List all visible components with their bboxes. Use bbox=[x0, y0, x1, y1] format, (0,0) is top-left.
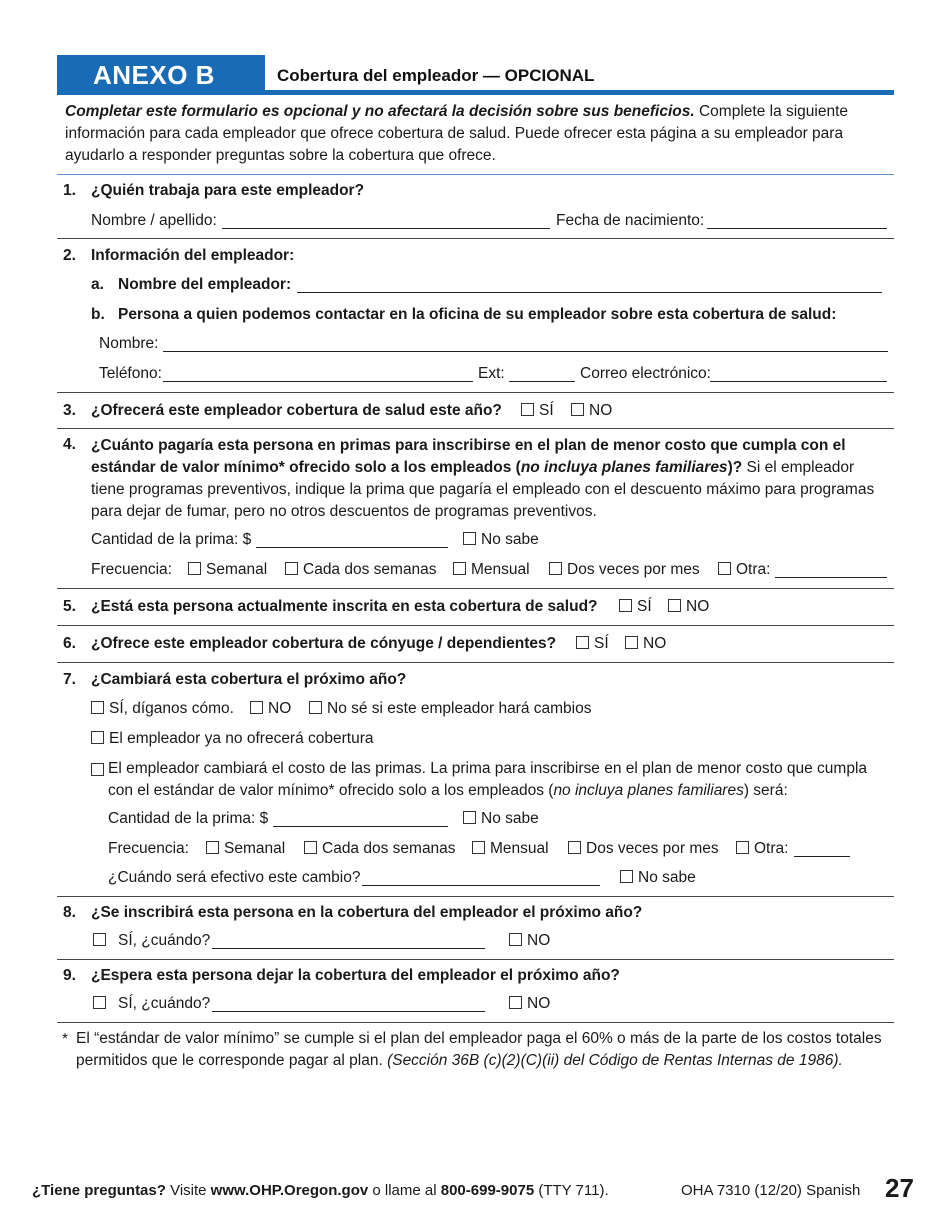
q2b-letter: b. bbox=[91, 306, 105, 323]
checkbox-icon bbox=[285, 562, 298, 575]
q7-when-dont-know-checkbox[interactable]: No sabe bbox=[620, 868, 696, 888]
separator bbox=[57, 588, 894, 589]
q2a-letter: a. bbox=[91, 276, 104, 293]
q2b-label: Persona a quien podemos contactar en la oficina de su empleador sobre esta cobertura de salud: bbox=[118, 306, 837, 323]
q6-question: ¿Ofrece este empleador cobertura de cónyuge / dependientes? bbox=[91, 635, 557, 652]
q7-question: ¿Cambiará esta cobertura el próximo año? bbox=[91, 671, 407, 688]
q7-no-longer-checkbox[interactable]: El empleador ya no ofrecerá cobertura bbox=[91, 729, 374, 749]
q4-biweekly-checkbox[interactable]: Cada dos semanas bbox=[285, 560, 437, 580]
q7-when-field[interactable] bbox=[362, 885, 600, 886]
q7-yes-checkbox[interactable]: SÍ, díganos cómo. bbox=[91, 699, 234, 719]
q3-number: 3. bbox=[63, 402, 76, 419]
q8-question: ¿Se inscribirá esta persona en la cobertura del empleador el próximo año? bbox=[91, 904, 643, 921]
contact-name-field[interactable] bbox=[163, 351, 888, 352]
form-id: OHA 7310 (12/20) Spanish bbox=[681, 1182, 861, 1199]
q7-unsure-checkbox[interactable]: No sé si este empleador hará cambios bbox=[309, 699, 592, 719]
q7-biweekly-checkbox[interactable]: Cada dos semanas bbox=[304, 839, 456, 859]
footnote-text: El “estándar de valor mínimo” se cumple si el plan del empleador paga el 60% o más de la parte de los costos totales permitidos que le corresponde pagar al plan. (Sección 36B (c)(2)(C)(ii) del Código de Rentas Internas de 1986). bbox=[76, 1030, 882, 1069]
q4-question: ¿Cuánto pagaría esta persona en primas para inscribirse en el plan de menor costo que cumpla con el estándar de valor mínimo* ofrecido solo a los empleados (no incluya planes familiares)? Si el empleador tiene programas preventivos, indique la prima que pagaría el empleado con el descuento máximo para programas para dejar de fumar, pero no otros descuentos de programas preventivos. bbox=[91, 437, 875, 520]
q4-premium-label: Cantidad de la prima: $ bbox=[91, 531, 252, 548]
q4-dont-know-checkbox[interactable]: No sabe bbox=[463, 530, 539, 550]
checkbox-icon bbox=[91, 731, 104, 744]
employer-name-field[interactable] bbox=[297, 292, 882, 293]
q6-no-checkbox[interactable]: NO bbox=[625, 634, 666, 654]
contact-email-field[interactable] bbox=[710, 381, 887, 382]
q4-weekly-checkbox[interactable]: Semanal bbox=[188, 560, 267, 580]
checkbox-icon bbox=[206, 841, 219, 854]
checkbox-icon bbox=[620, 870, 633, 883]
contact-phone-field[interactable] bbox=[163, 381, 473, 382]
checkbox-icon bbox=[576, 636, 589, 649]
q4-twice-monthly-checkbox[interactable]: Dos veces por mes bbox=[549, 560, 700, 580]
q7-frequency-label: Frecuencia: bbox=[108, 840, 189, 857]
q3-yes-checkbox[interactable]: SÍ bbox=[521, 401, 554, 421]
checkbox-icon bbox=[571, 403, 584, 416]
separator bbox=[57, 959, 894, 960]
q2-question: Información del empleador: bbox=[91, 247, 295, 264]
page-title: Cobertura del empleador — OPCIONAL bbox=[277, 66, 595, 85]
intro-text: Completar este formulario es opcional y no afectará la decisión sobre sus beneficios. Complete la siguiente información para cada empleador que ofrece cobertura de salud. Puede ofrecer esta página a su empleador para ayudarlo a responder preguntas sobre la cobertura que ofrece. bbox=[65, 103, 849, 164]
annex-label: ANEXO B bbox=[93, 60, 215, 90]
website-link[interactable]: www.OHP.Oregon.gov bbox=[210, 1182, 369, 1199]
checkbox-icon bbox=[463, 811, 476, 824]
checkbox-icon bbox=[93, 933, 106, 946]
checkbox-icon bbox=[625, 636, 638, 649]
q1-dob-field[interactable] bbox=[707, 228, 887, 229]
contact-ext-field[interactable] bbox=[509, 381, 575, 382]
q5-yes-checkbox[interactable]: SÍ bbox=[619, 597, 652, 617]
checkbox-icon bbox=[309, 701, 322, 714]
q2a-label: Nombre del empleador: bbox=[118, 276, 292, 293]
q1-name-field[interactable] bbox=[222, 228, 550, 229]
header-rule bbox=[57, 90, 894, 95]
checkbox-icon bbox=[549, 562, 562, 575]
q8-yes-checkbox[interactable]: SÍ, ¿cuándo? bbox=[93, 931, 210, 951]
q7-premium-field[interactable] bbox=[273, 826, 448, 827]
q7-when-label: ¿Cuándo será efectivo este cambio? bbox=[108, 869, 361, 886]
q1-name-label: Nombre / apellido: bbox=[91, 212, 217, 229]
checkbox-icon bbox=[718, 562, 731, 575]
separator bbox=[57, 896, 894, 897]
q4-number: 4. bbox=[63, 436, 76, 453]
q7-weekly-checkbox[interactable]: Semanal bbox=[206, 839, 285, 859]
footnote-star: * bbox=[62, 1031, 69, 1048]
q6-number: 6. bbox=[63, 635, 76, 652]
q2-number: 2. bbox=[63, 247, 76, 264]
q7-no-checkbox[interactable]: NO bbox=[250, 699, 291, 719]
checkbox-icon bbox=[91, 763, 104, 776]
checkbox-icon bbox=[188, 562, 201, 575]
q7-number: 7. bbox=[63, 671, 76, 688]
contact-ext-label: Ext: bbox=[478, 365, 505, 382]
q8-number: 8. bbox=[63, 904, 76, 921]
contact-name-label: Nombre: bbox=[99, 335, 159, 352]
checkbox-icon bbox=[93, 996, 106, 1009]
intro-rule bbox=[57, 174, 894, 175]
q3-question: ¿Ofrecerá este empleador cobertura de salud este año? bbox=[91, 402, 502, 419]
separator bbox=[57, 625, 894, 626]
q7-other-checkbox[interactable]: Otra: bbox=[736, 839, 788, 859]
checkbox-icon bbox=[91, 701, 104, 714]
checkbox-icon bbox=[509, 933, 522, 946]
page-number: 27 bbox=[885, 1173, 914, 1203]
checkbox-icon bbox=[463, 532, 476, 545]
q7-twice-monthly-checkbox[interactable]: Dos veces por mes bbox=[568, 839, 719, 859]
q7-other-field[interactable] bbox=[794, 856, 850, 857]
q7-monthly-checkbox[interactable]: Mensual bbox=[472, 839, 549, 859]
phone-link[interactable]: 800-699-9075 bbox=[440, 1182, 535, 1199]
q7-change-text: El empleador cambiará el costo de las primas. La prima para inscribirse en el plan de menor costo que cumpla con el estándar de valor mínimo* ofrecido solo a los empleados (no incluya planes familiares) será: bbox=[108, 760, 868, 799]
q4-frequency-label: Frecuencia: bbox=[91, 561, 172, 578]
checkbox-icon bbox=[736, 841, 749, 854]
q8-no-checkbox[interactable]: NO bbox=[509, 931, 550, 951]
q4-other-checkbox[interactable]: Otra: bbox=[718, 560, 770, 580]
q6-yes-checkbox[interactable]: SÍ bbox=[576, 634, 609, 654]
q3-no-checkbox[interactable]: NO bbox=[571, 401, 612, 421]
separator bbox=[57, 1022, 894, 1023]
q5-no-checkbox[interactable]: NO bbox=[668, 597, 709, 617]
q9-question: ¿Espera esta persona dejar la cobertura del empleador el próximo año? bbox=[91, 967, 620, 984]
checkbox-icon bbox=[250, 701, 263, 714]
q9-yes-checkbox[interactable]: SÍ, ¿cuándo? bbox=[93, 994, 210, 1014]
q5-question: ¿Está esta persona actualmente inscrita en esta cobertura de salud? bbox=[91, 598, 598, 615]
q5-number: 5. bbox=[63, 598, 76, 615]
checkbox-icon bbox=[619, 599, 632, 612]
q9-number: 9. bbox=[63, 967, 76, 984]
q7-premium-label: Cantidad de la prima: $ bbox=[108, 810, 269, 827]
q4-monthly-checkbox[interactable]: Mensual bbox=[453, 560, 530, 580]
q4-other-field[interactable] bbox=[775, 577, 887, 578]
checkbox-icon bbox=[304, 841, 317, 854]
q4-premium-field[interactable] bbox=[256, 547, 448, 548]
checkbox-icon bbox=[509, 996, 522, 1009]
contact-phone-label: Teléfono: bbox=[99, 365, 162, 382]
q8-when-field[interactable] bbox=[212, 948, 485, 949]
contact-email-label: Correo electrónico: bbox=[580, 365, 711, 382]
annex-header bbox=[57, 55, 894, 95]
checkbox-icon bbox=[568, 841, 581, 854]
q7-dont-know-checkbox[interactable]: No sabe bbox=[463, 809, 539, 829]
separator bbox=[57, 392, 894, 393]
separator bbox=[57, 662, 894, 663]
q9-when-field[interactable] bbox=[212, 1011, 485, 1012]
checkbox-icon bbox=[453, 562, 466, 575]
footer-contact: ¿Tiene preguntas? Visite www.OHP.Oregon.gov o llame al 800-699-9075 (TTY 711). bbox=[32, 1182, 609, 1199]
checkbox-icon bbox=[521, 403, 534, 416]
q1-number: 1. bbox=[63, 182, 76, 199]
q1-dob-label: Fecha de nacimiento: bbox=[556, 212, 705, 229]
q7-change-checkbox[interactable] bbox=[91, 762, 109, 780]
annex-badge bbox=[57, 55, 265, 95]
q1-question: ¿Quién trabaja para este empleador? bbox=[91, 182, 365, 199]
checkbox-icon bbox=[472, 841, 485, 854]
separator bbox=[57, 428, 894, 429]
q9-no-checkbox[interactable]: NO bbox=[509, 994, 550, 1014]
checkbox-icon bbox=[668, 599, 681, 612]
separator bbox=[57, 238, 894, 239]
